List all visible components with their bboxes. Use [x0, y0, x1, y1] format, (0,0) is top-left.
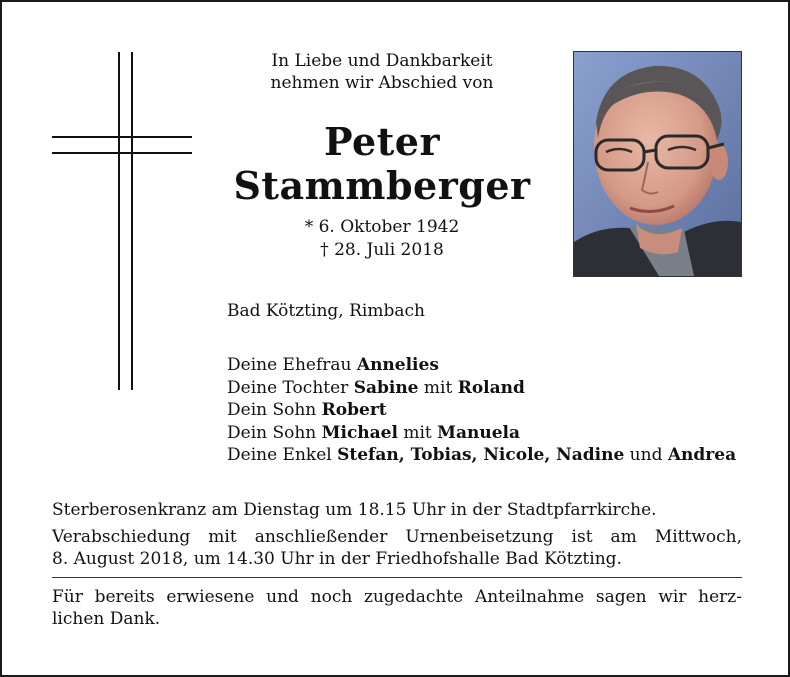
family-relation: mit	[418, 377, 458, 398]
farewell-info	[52, 526, 742, 570]
family-member-name: Annelies	[356, 355, 439, 375]
thanks-line: lichen Dank.	[52, 609, 161, 629]
family-relation: Dein Sohn	[227, 400, 322, 420]
family-list	[227, 354, 736, 467]
family-relation: Dein Sohn	[227, 422, 322, 443]
last-name: Stammberger	[233, 163, 531, 208]
family-relation: Deine Enkel	[227, 445, 338, 465]
family-member-name: Sabine	[353, 377, 419, 398]
portrait-photo	[573, 51, 742, 277]
family-member-name: Roland	[457, 377, 525, 398]
first-name: Peter	[324, 119, 440, 164]
family-member-line	[227, 422, 736, 445]
farewell-line: 8. August 2018, um 14.30 Uhr in der Friedhofshalle Bad Kötzting.	[52, 549, 622, 569]
deceased-name	[212, 120, 552, 208]
cross-horizontal-line	[52, 136, 192, 138]
family-member-name: Andrea	[667, 445, 737, 465]
family-relation: Deine Ehefrau	[227, 355, 357, 375]
portrait-image	[574, 52, 741, 276]
family-relation: und	[624, 445, 668, 465]
cross-horizontal-line	[52, 152, 192, 154]
family-member-name: Stefan, Tobias, Nicole, Nadine	[337, 445, 625, 465]
family-member-line	[227, 377, 736, 400]
intro-line: nehmen wir Abschied von	[270, 73, 494, 93]
family-relation: Deine Tochter	[227, 377, 354, 398]
thanks-text	[52, 586, 742, 630]
intro-line: In Liebe und Dankbarkeit	[271, 51, 493, 71]
death-date: † 28. Juli 2018	[320, 240, 444, 260]
family-member-name: Manuela	[437, 422, 520, 443]
intro-text	[242, 50, 522, 94]
family-member-line	[227, 399, 736, 422]
family-member-line	[227, 354, 736, 377]
cross-vertical-line	[131, 52, 133, 390]
family-member-name: Robert	[321, 400, 387, 420]
family-member-line	[227, 444, 736, 467]
place-of-residence: Bad Kötzting, Rimbach	[227, 301, 425, 321]
rosary-info: Sterberosenkranz am Dienstag um 18.15 Uhr in der Stadtpfarrkirche.	[52, 500, 657, 520]
farewell-line: Verabschiedung mit anschließender Urnenbeisetzung ist am Mittwoch,	[52, 527, 742, 547]
family-member-name: Michael	[321, 422, 398, 443]
cross-vertical-line	[118, 52, 120, 390]
divider	[52, 577, 742, 578]
thanks-line: Für bereits erwiesene und noch zugedachte Anteilnahme sagen wir herz-	[52, 587, 742, 607]
family-relation: mit	[397, 422, 438, 443]
life-dates	[242, 216, 522, 262]
birth-date: * 6. Oktober 1942	[304, 217, 460, 237]
